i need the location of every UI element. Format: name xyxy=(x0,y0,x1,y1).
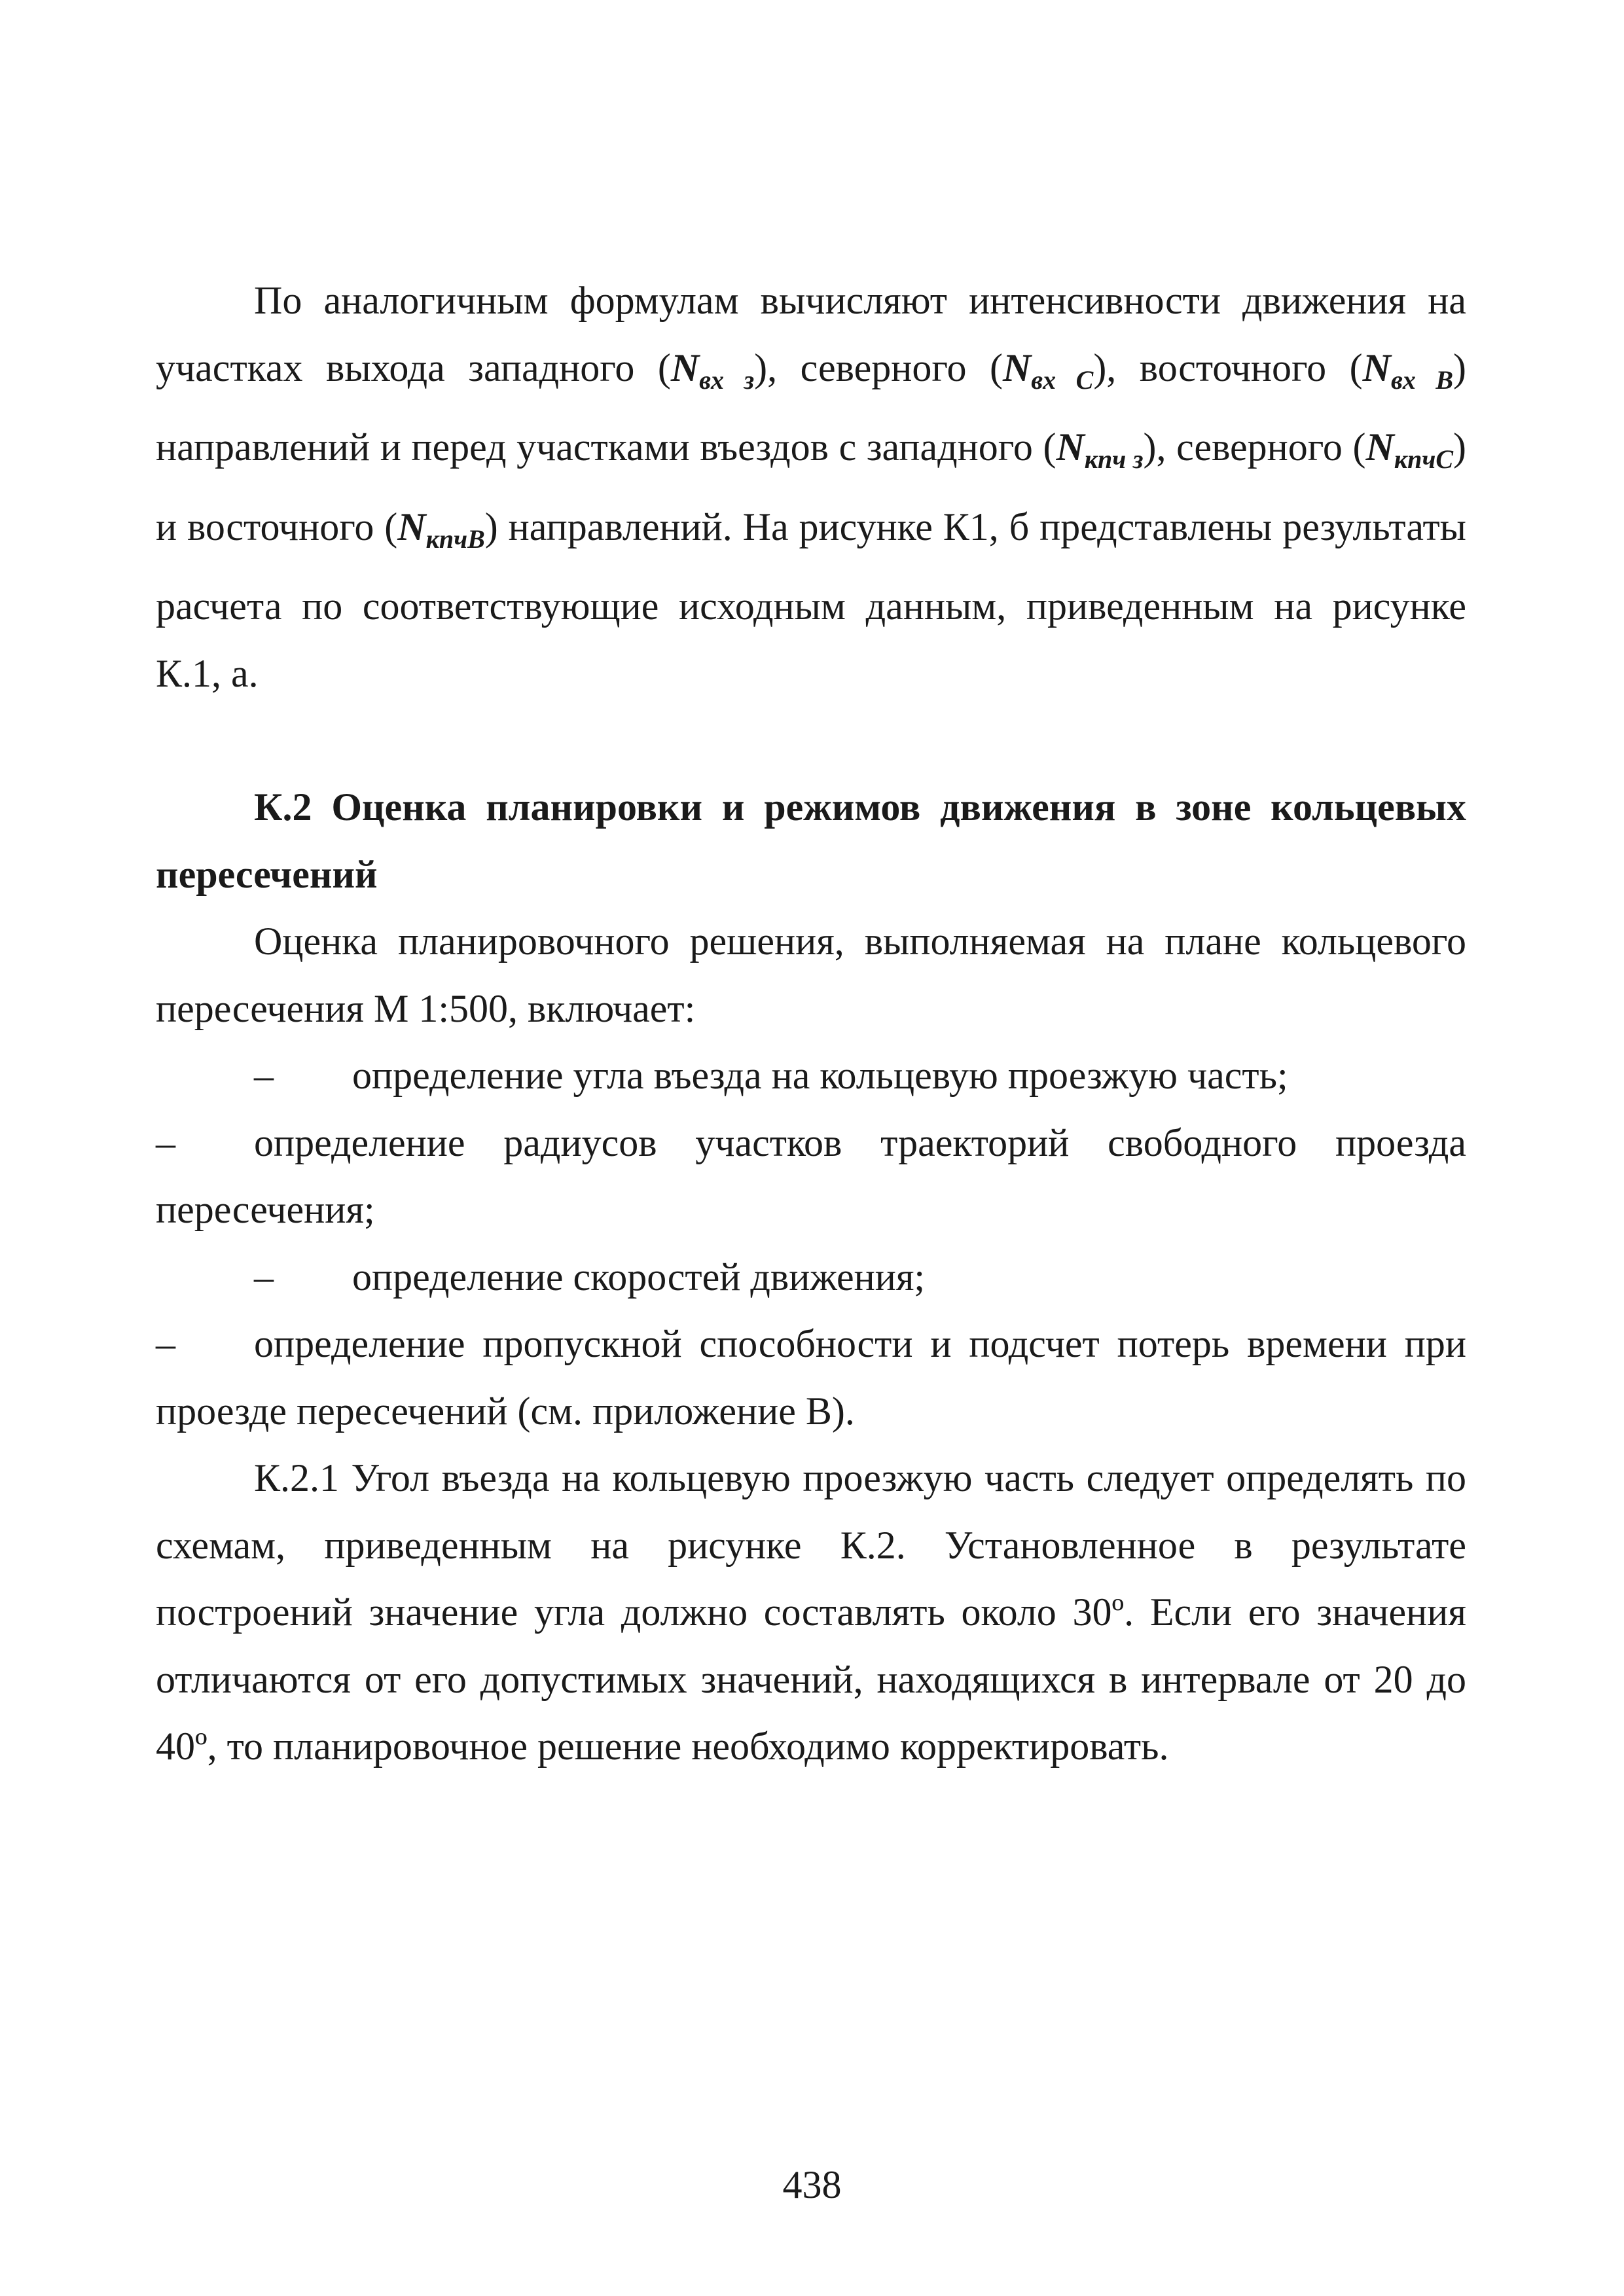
paragraph-text: ) и восточного ( xyxy=(156,425,1466,548)
paragraph-text: По аналогичным формулам вычисляют интенсивности движения на участках выхода западного ( xyxy=(156,279,1466,389)
list-item xyxy=(156,1109,1466,1244)
list-item xyxy=(156,1310,1466,1444)
subscript: вх з xyxy=(699,365,755,395)
paragraph-entry-angle: К.2.1 Угол въезда на кольцевую проезжую часть следует определять по схемам, приведенным на рисунке К.2. Установленное в результате построений значение угла должно составлять около 30º. Если его значения отличаются от его допустимых значений, находящихся в интервале от 20 до 40º, то планировочное решение необходимо корректировать. xyxy=(156,1456,1466,1768)
page-number: 438 xyxy=(782,2163,842,2206)
paragraph-text: ) направлений. На рисунке К1, б представлены результаты расчета по соответствующие исходным данным, приведенным на рисунке К.1, а. xyxy=(156,505,1466,695)
subscript: кпч з xyxy=(1084,444,1144,474)
document-page xyxy=(156,267,1466,1780)
symbol-n: N xyxy=(1365,425,1394,469)
list-item-text: определение радиусов участков траекторий свободного проезда пересечения; xyxy=(156,1121,1466,1231)
subscript: кпчВ xyxy=(425,524,485,554)
bullet-dash: – xyxy=(156,1121,175,1164)
symbol-n: N xyxy=(397,505,426,548)
bullet-dash: – xyxy=(156,1322,175,1365)
paragraph-intensity xyxy=(156,267,1466,707)
symbol-n: N xyxy=(1002,346,1032,389)
section-heading: К.2 Оценка планировки и режимов движения в зоне кольцевых пересечений xyxy=(156,785,1466,896)
list-item-text: определение пропускной способности и подсчет потерь времени при проезде пересечений (см. приложение В). xyxy=(156,1322,1466,1433)
paragraph-evaluation: Оценка планировочного решения, выполняемая на плане кольцевого пересечения М 1:500, включает: xyxy=(156,920,1466,1030)
list-item xyxy=(156,1042,1466,1109)
subscript: вх В xyxy=(1390,365,1453,395)
bullet-dash: – xyxy=(254,1054,274,1097)
subscript: кпчС xyxy=(1394,444,1454,474)
paragraph-text: ), северного ( xyxy=(1143,425,1366,469)
list-item-text: определение угла въезда на кольцевую проезжую часть; xyxy=(352,1054,1288,1097)
symbol-n: N xyxy=(1056,425,1085,469)
bullet-dash: – xyxy=(254,1255,274,1299)
subscript: вх С xyxy=(1031,365,1094,395)
list-item-text: определение скоростей движения; xyxy=(352,1255,926,1299)
paragraph-text: ), северного ( xyxy=(754,346,1003,389)
symbol-n: N xyxy=(1362,346,1391,389)
symbol-n: N xyxy=(670,346,700,389)
list-item xyxy=(156,1244,1466,1311)
paragraph-text: ), восточного ( xyxy=(1093,346,1363,389)
paragraph-text: ) направлений и перед участками въездов с западного ( xyxy=(156,346,1466,469)
